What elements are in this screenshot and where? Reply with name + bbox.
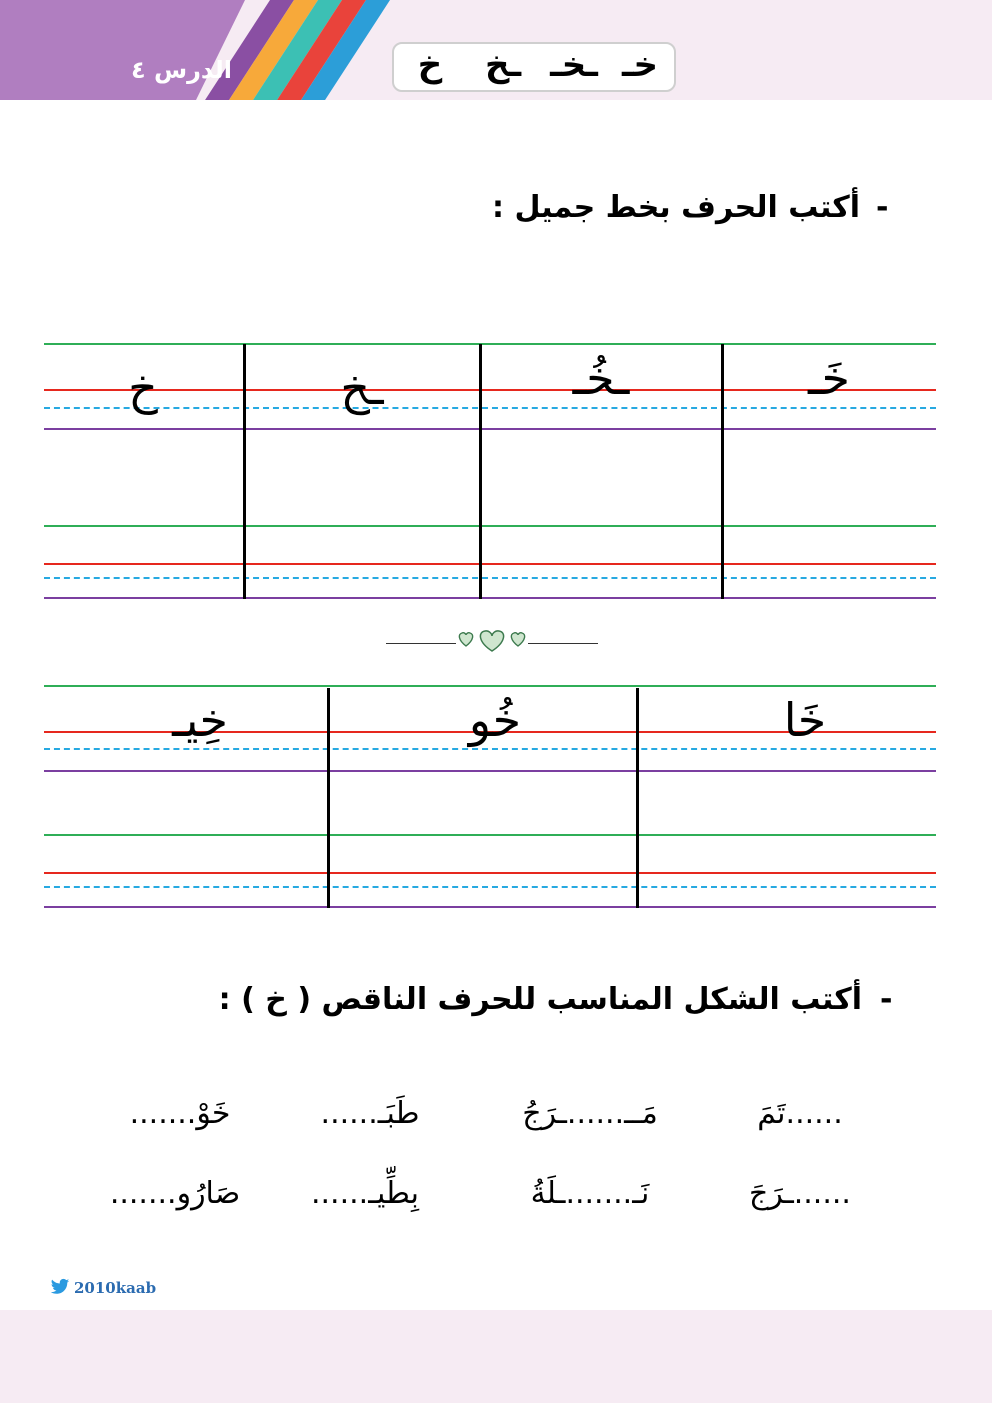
- exercise-word: صَارُو.......: [109, 1176, 241, 1211]
- divider-line-right: [528, 643, 598, 644]
- model-letter: خَـ: [808, 351, 850, 405]
- bullet-dash: -: [876, 190, 889, 225]
- hearts-divider-icon: [456, 626, 528, 656]
- exercise-word: ......تَمَ: [757, 1096, 843, 1131]
- exercise-word: خَوْ.......: [129, 1096, 231, 1131]
- exercise-word: نَـ.......ـلَةُ: [530, 1176, 650, 1211]
- instruction-missing-letter: أكتب الشكل المناسب للحرف الناقص ( خ ) :: [218, 982, 862, 1017]
- exercise-word: بِطِّيـ......: [310, 1176, 420, 1211]
- column-divider: [636, 688, 639, 908]
- exercise-word: طَبَـ......: [320, 1096, 420, 1131]
- column-divider: [327, 688, 330, 908]
- guide-line-red: [44, 872, 936, 874]
- guide-line-top: [44, 343, 936, 345]
- instruction-write-letter: أكتب الحرف بخط جميل :: [492, 190, 860, 225]
- model-syllable: خُو: [468, 693, 522, 747]
- letter-form-final: ـخ: [484, 45, 522, 85]
- model-letter: ـخُـ: [572, 351, 630, 405]
- divider-line-left: [386, 643, 456, 644]
- model-letter: ـخ: [340, 361, 384, 415]
- exercise-word: ......ـرَجَ: [749, 1176, 851, 1211]
- letter-form-medial: ـخـ: [550, 45, 598, 85]
- guide-line-red: [44, 563, 936, 565]
- lesson-label: الدرس ٤: [130, 56, 232, 84]
- guide-line-dashed: [44, 886, 936, 888]
- letter-form-isolated: خ: [417, 45, 443, 85]
- guide-line-dashed: [44, 577, 936, 579]
- model-syllable: خَا: [783, 693, 827, 747]
- guide-line-base: [44, 770, 936, 772]
- model-syllable: خِيـ: [172, 693, 228, 747]
- model-letter: خ: [128, 361, 158, 415]
- guide-line-base: [44, 906, 936, 908]
- twitter-bird-icon: [50, 1278, 70, 1296]
- author-handle: 2010kaab: [74, 1279, 157, 1297]
- page-footer: [0, 1310, 992, 1403]
- guide-line-top: [44, 525, 936, 527]
- letter-form-initial: خـ: [621, 45, 659, 85]
- exercise-word: مَــ......ـرَجُ: [522, 1096, 658, 1131]
- guide-line-base: [44, 597, 936, 599]
- guide-line-base: [44, 428, 936, 430]
- bullet-dash: -: [880, 982, 893, 1017]
- guide-line-top: [44, 685, 936, 687]
- guide-line-top: [44, 834, 936, 836]
